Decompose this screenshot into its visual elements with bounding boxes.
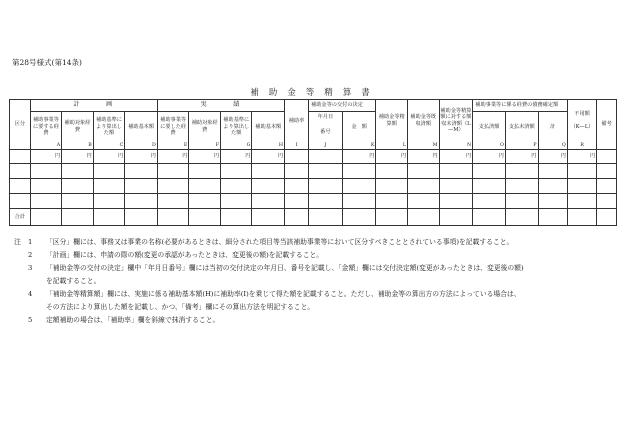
unreceived-amount-header: 補助金等精算額に対する額収未済額（L—M）	[439, 100, 473, 142]
yen-cell[interactable]: 円	[93, 150, 125, 164]
table-cell[interactable]	[285, 150, 309, 164]
yen-cell[interactable]: 円	[439, 150, 473, 164]
note-item	[14, 249, 620, 262]
note-number: 5	[28, 316, 33, 324]
col-letter: J	[309, 142, 343, 150]
col-letter: E	[157, 142, 189, 150]
note-label	[14, 249, 28, 262]
col-letter: Q	[538, 142, 567, 150]
plan-header: 計 画	[30, 100, 157, 112]
yen-cell[interactable]: 円	[376, 150, 408, 164]
note-number: 1	[28, 238, 33, 246]
table-row	[10, 150, 617, 164]
plan-col-d: 補助基本額	[125, 112, 158, 142]
plan-col-a: 補助事業等に要する経費	[30, 112, 62, 142]
yen-cell[interactable]: 円	[62, 150, 94, 164]
settlement-amount-header: 補助金等精算額	[376, 100, 408, 142]
actual-col-g: 補助基準により算出した額	[220, 112, 252, 142]
table-row	[10, 179, 617, 194]
table-row	[10, 164, 617, 179]
remarks-header: 備考	[597, 100, 617, 150]
col-letter: L	[376, 142, 408, 150]
note-label: 注	[14, 238, 21, 246]
yen-cell[interactable]: 円	[505, 150, 538, 164]
col-letter: B	[62, 142, 94, 150]
yen-cell[interactable]: 円	[125, 150, 158, 164]
amount-label: 金 額	[342, 112, 376, 142]
number-label: 番号	[309, 123, 343, 142]
plan-col-b: 補助対象経費	[62, 112, 94, 142]
col-letter: H	[252, 142, 285, 150]
note-number: 2	[28, 251, 33, 259]
note-text: 「計画」欄には、申請の際の額(変更の承認があったときは、変更後の額)を記載すること。	[46, 251, 324, 259]
yen-cell[interactable]: 円	[189, 150, 221, 164]
yen-cell[interactable]: 円	[538, 150, 567, 164]
actual-col-e: 補助事業等に要した経費	[157, 112, 189, 142]
total-row	[10, 209, 617, 226]
total-label-cell: 合計	[10, 209, 31, 226]
note-item	[14, 262, 620, 275]
col-letter: M	[408, 142, 440, 150]
yen-cell[interactable]: 円	[408, 150, 440, 164]
note-text: 「区分」欄には、事務又は事業の名称(必要があるときは、細分された項目等当該補助事業等において区分すべきこととされている事項)を記載すること。	[46, 238, 514, 246]
kubun-header: 区分	[10, 100, 31, 150]
note-number: 3	[28, 264, 33, 272]
col-letter: I	[285, 142, 309, 150]
form-number: 第28号様式(第14条)	[12, 58, 82, 67]
col-letter: F	[189, 142, 221, 150]
actual-header: 実 績	[157, 100, 284, 112]
col-letter: O	[473, 142, 506, 150]
col-letter: K	[342, 142, 376, 150]
col-letter: R	[567, 142, 596, 150]
note-continuation: を記載すること。	[46, 277, 101, 285]
col-letter: N	[439, 142, 473, 150]
note-item	[14, 288, 620, 301]
col-letter: A	[30, 142, 62, 150]
yen-cell[interactable]: 円	[157, 150, 189, 164]
yen-cell[interactable]: 円	[252, 150, 285, 164]
note-text: 定額補助の場合は、「補助率」欄を斜線で抹消すること。	[46, 316, 220, 324]
col-letter: G	[220, 142, 252, 150]
yen-cell[interactable]: 円	[473, 150, 506, 164]
settlement-table	[9, 99, 617, 226]
yen-cell[interactable]: 円	[567, 150, 596, 164]
paid-label: 支払済額	[473, 112, 506, 142]
grant-decision-header: 補助金等の交付の決定	[309, 100, 376, 112]
note-label	[14, 314, 28, 327]
col-letter: C	[93, 142, 125, 150]
note-text: 「補助金等精算額」欄には、実施に係る補助基本額(H)に補助率(I)を乗じて得た額を記載すること。ただし、補助金等の算出方の方法によっている場合は、	[46, 290, 521, 298]
note-label	[14, 288, 28, 301]
note-text: 「補助金等の交付の決定」欄中「年月日番号」欄には当初の交付決定の年月日、番号を記載し、「金額」欄には交付決定額(変更があったときは、変更後の額)	[46, 264, 524, 272]
unpaid-label: 支払未済額	[505, 112, 538, 142]
yen-cell[interactable]: 円	[30, 150, 62, 164]
received-amount-header: 補助金等既収済額	[408, 100, 440, 142]
note-item	[14, 236, 620, 249]
col-letter: D	[125, 142, 158, 150]
notes-section	[14, 236, 620, 327]
yen-cell[interactable]: 円	[220, 150, 252, 164]
plan-col-c: 補助基準により算出した額	[93, 112, 125, 142]
note-label	[14, 262, 28, 275]
note-continuation: その方法により算出した額を記載し、かつ、「備考」欄にその算出方法を明記すること。	[46, 303, 315, 311]
col-letter: P	[505, 142, 538, 150]
table-cell[interactable]	[597, 150, 617, 164]
actual-col-h: 補助基本額	[252, 112, 285, 142]
note-item	[14, 314, 620, 327]
actual-col-f: 補助対象経費	[189, 112, 221, 142]
expense-debt-header: 補助事業等に係る経費の債務確定額	[473, 100, 568, 112]
table-cell[interactable]	[309, 150, 343, 164]
note-number: 4	[28, 290, 33, 298]
yen-cell[interactable]: 円	[342, 150, 376, 164]
unused-amount-header: 不用額 （K—L）	[567, 100, 596, 142]
total-label: 計	[538, 112, 567, 142]
table-cell[interactable]	[10, 150, 31, 164]
date-label: 年月日	[309, 112, 343, 123]
document-title: 補助金等精算書	[250, 88, 380, 98]
table-row	[10, 194, 617, 209]
letter-row	[10, 142, 617, 150]
rate-header: 補助率	[285, 100, 309, 142]
